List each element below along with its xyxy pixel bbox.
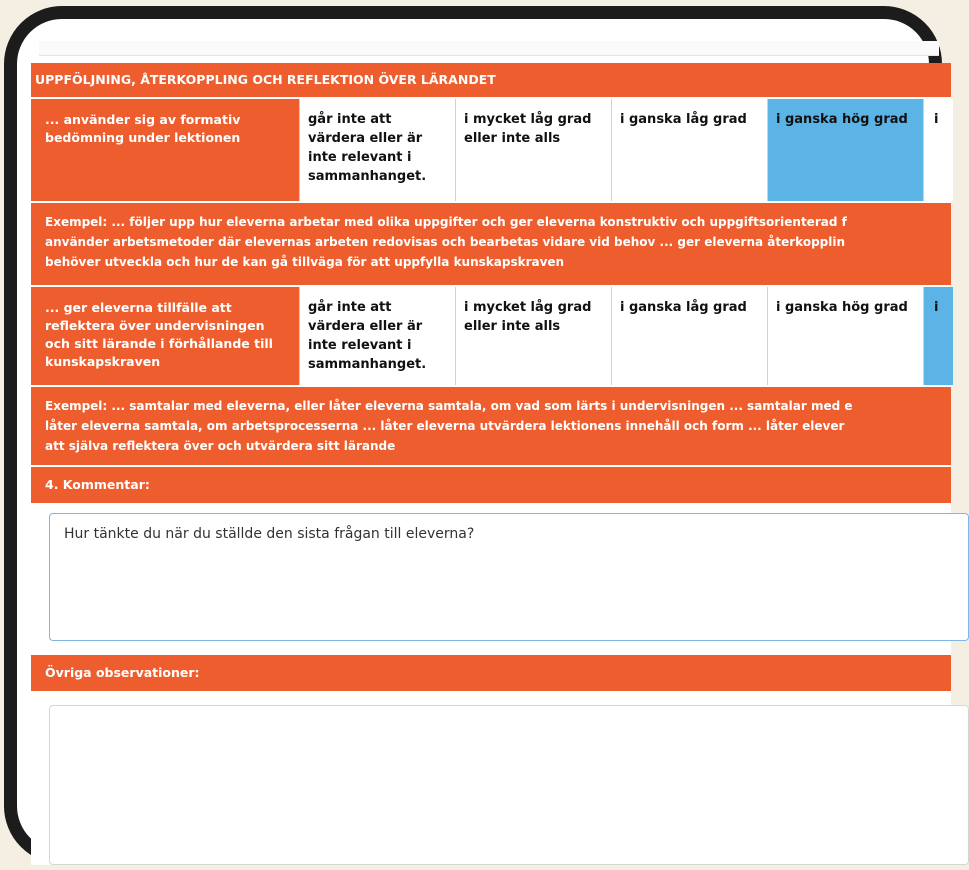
rating-option[interactable]: går inte att värdera eller är inte relevant i sammanhanget. bbox=[299, 287, 455, 385]
rating-option[interactable]: i mycket låg grad eller inte alls bbox=[455, 99, 611, 201]
example-line: behöver utveckla och hur de kan gå tillväga för att uppfylla kunskapskraven bbox=[45, 255, 565, 269]
example-line: Exempel: ... följer upp hur eleverna arbetar med olika uppgifter och ger eleverna konstruktiv och uppgiftsorienterad f bbox=[45, 215, 847, 229]
rating-option[interactable]: i mycket låg grad eller inte alls bbox=[455, 287, 611, 385]
section-title-text: UPPFÖLJNING, ÅTERKOPPLING OCH REFLEKTION ÖVER LÄRANDET bbox=[35, 72, 496, 87]
comment-label: 4. Kommentar: bbox=[31, 467, 951, 503]
section-title bbox=[31, 63, 951, 99]
criterion-row bbox=[31, 99, 951, 203]
example-line: låter eleverna samtala, om arbetsprocesserna ... låter eleverna utvärdera lektionens innehåll och form ... låter elever bbox=[45, 419, 845, 433]
example-line: använder arbetsmetoder där elevernas arbeten redovisas och bearbetas vidare vid behov ... ger eleverna återkopplin bbox=[45, 235, 846, 249]
rating-option-selected[interactable]: i ganska hög grad bbox=[767, 99, 923, 201]
rating-option[interactable]: i bbox=[923, 99, 953, 201]
device-frame bbox=[4, 6, 942, 864]
criterion-row bbox=[31, 287, 951, 387]
example-text bbox=[31, 203, 951, 287]
observations-container bbox=[31, 691, 951, 865]
top-bar bbox=[39, 41, 939, 56]
criterion-label: ... använder sig av formativ bedömning under lektionen bbox=[31, 99, 299, 201]
rating-option-selected[interactable]: i bbox=[923, 287, 953, 385]
example-line: Exempel: ... samtalar med eleverna, eller låter eleverna samtala, om vad som lärts i undervisningen ... samtalar med e bbox=[45, 399, 853, 413]
rating-option[interactable]: i ganska låg grad bbox=[611, 99, 767, 201]
criterion-label: ... ger eleverna tillfälle att reflektera över undervisningen och sitt lärande i förhållande till kunskapskraven bbox=[31, 287, 299, 385]
screen bbox=[17, 19, 939, 851]
comment-container bbox=[31, 503, 951, 655]
rating-option[interactable]: i ganska hög grad bbox=[767, 287, 923, 385]
comment-textarea[interactable] bbox=[49, 513, 969, 641]
example-line: att själva reflektera över och utvärdera sitt lärande bbox=[45, 439, 396, 453]
example-text bbox=[31, 387, 951, 467]
rating-option[interactable]: går inte att värdera eller är inte relevant i sammanhanget. bbox=[299, 99, 455, 201]
observations-label: Övriga observationer: bbox=[31, 655, 951, 691]
rating-option[interactable]: i ganska låg grad bbox=[611, 287, 767, 385]
form-content bbox=[31, 63, 951, 865]
observations-textarea[interactable] bbox=[49, 705, 969, 865]
